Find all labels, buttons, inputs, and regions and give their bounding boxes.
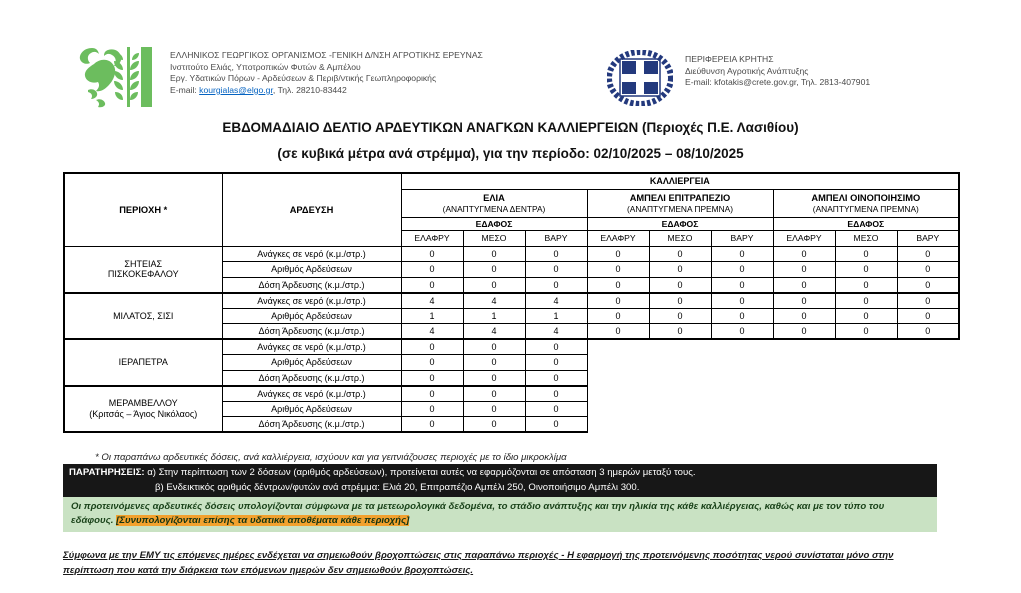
value-cell: 0 <box>897 262 959 278</box>
crop-name: ΕΛΙΑ <box>483 192 505 203</box>
value-cell: 0 <box>649 262 711 278</box>
empty-cell <box>897 339 959 355</box>
empty-cell <box>711 339 773 355</box>
irrigation-metric-label: Ανάγκες σε νερό (κ.μ./στρ.) <box>222 386 401 402</box>
org-right-contact: E-mail: kfotakis@crete.gov.gr, Τηλ. 2813-407901 <box>685 77 871 88</box>
region-name: ΜΕΡΑΜΒΕΛΛΟΥ (Κριτσάς – Άγιος Νικόλαος) <box>64 386 222 433</box>
value-cell: 0 <box>649 293 711 309</box>
value-cell: 0 <box>401 246 463 262</box>
value-cell: 0 <box>525 370 587 386</box>
phone-text: , Τηλ. 28210-83442 <box>272 84 347 95</box>
value-cell: 0 <box>773 293 835 309</box>
empty-cell <box>773 355 835 371</box>
value-cell: 0 <box>711 324 773 340</box>
irrigation-metric-label: Αριθμός Αρδεύσεων <box>222 308 401 324</box>
soil-type-header: ΜΕΣΟ <box>463 230 525 246</box>
value-cell: 0 <box>835 308 897 324</box>
value-cell: 4 <box>463 293 525 309</box>
value-cell: 4 <box>463 324 525 340</box>
highlighted-note: [Συνυπολογίζονται επίσης τα υδατικά αποθέματα κάθε περιοχής] <box>116 515 410 526</box>
value-cell: 0 <box>401 277 463 293</box>
empty-cell <box>587 386 649 402</box>
soil-type-header: ΒΑΡΥ <box>897 230 959 246</box>
table-row <box>64 386 959 402</box>
value-cell: 0 <box>835 246 897 262</box>
org-left-line3: Εργ. Υδατικών Πόρων - Αρδεύσεων & Περιβ/ντικής Γεωπληροφορικής <box>170 73 437 84</box>
value-cell: 0 <box>525 386 587 402</box>
value-cell: 0 <box>773 262 835 278</box>
value-cell: 0 <box>711 246 773 262</box>
soil-type-header: ΜΕΣΟ <box>649 230 711 246</box>
value-cell: 0 <box>463 262 525 278</box>
value-cell: 0 <box>401 355 463 371</box>
empty-cell <box>711 355 773 371</box>
value-cell: 0 <box>835 262 897 278</box>
empty-cell <box>835 417 897 433</box>
page-title <box>0 115 1021 167</box>
empty-cell <box>711 417 773 433</box>
empty-cell <box>897 370 959 386</box>
irrigation-metric-label: Δόση Άρδευσης (κ.μ./στρ.) <box>222 417 401 433</box>
soil-type-header: ΒΑΡΥ <box>525 230 587 246</box>
org-header-right <box>607 50 870 106</box>
crop-group-header-olive <box>401 189 587 217</box>
remark-line-b: β) Ενδεικτικός αριθμός δέντρων/φυτών ανά στρέμμα: Ελιά 20, Επιτραπέζιο Αμπέλι 250, Οινοποιήσιμο Αμπέλι 300. <box>155 481 640 493</box>
value-cell: 0 <box>463 277 525 293</box>
empty-cell <box>773 386 835 402</box>
email-label: E-mail: <box>170 84 200 95</box>
empty-cell <box>587 401 649 417</box>
value-cell: 1 <box>525 308 587 324</box>
value-cell: 0 <box>897 324 959 340</box>
region-of-crete-emblem-icon <box>607 50 673 106</box>
empty-cell <box>649 417 711 433</box>
value-cell: 0 <box>897 308 959 324</box>
value-cell: 0 <box>711 308 773 324</box>
empty-cell <box>649 370 711 386</box>
value-cell: 0 <box>587 324 649 340</box>
soil-type-header: ΜΕΣΟ <box>835 230 897 246</box>
table-body <box>64 246 959 432</box>
value-cell: 4 <box>525 293 587 309</box>
value-cell: 0 <box>587 277 649 293</box>
table-footnote: * Οι παραπάνω αρδευτικές δόσεις, ανά καλλιέργεια, ισχύουν και για γειτνιάζουσες περιοχές με το ίδιο μικροκλίμα <box>95 452 567 463</box>
empty-cell <box>773 370 835 386</box>
value-cell: 0 <box>711 262 773 278</box>
value-cell: 4 <box>401 293 463 309</box>
value-cell: 0 <box>897 293 959 309</box>
irrigation-metric-label: Ανάγκες σε νερό (κ.μ./στρ.) <box>222 339 401 355</box>
irrigation-metric-label: Δόση Άρδευσης (κ.μ./στρ.) <box>222 277 401 293</box>
empty-cell <box>649 386 711 402</box>
region-column-header: ΠΕΡΙΟΧΗ * <box>64 173 222 246</box>
remarks-label: ΠΑΡΑΤΗΡΗΣΕΙΣ: <box>69 467 145 478</box>
title-line2: (σε κυβικά μέτρα ανά στρέμμα), για την περίοδο: 02/10/2025 – 08/10/2025 <box>277 146 744 161</box>
methodology-text: Οι προτεινόμενες αρδευτικές δόσεις υπολογίζονται σύμφωνα με τα μετεωρολογικά δεδομένα, το στάδιο ανάπτυξης και την ηλικία της κάθε καλλιέργειας, καθώς και με τον τύπο του εδάφους. <box>71 501 885 526</box>
value-cell: 0 <box>587 308 649 324</box>
value-cell: 0 <box>525 246 587 262</box>
value-cell: 0 <box>835 277 897 293</box>
value-cell: 0 <box>525 417 587 433</box>
empty-cell <box>835 339 897 355</box>
empty-cell <box>835 401 897 417</box>
empty-cell <box>649 339 711 355</box>
irrigation-metric-label: Ανάγκες σε νερό (κ.μ./στρ.) <box>222 246 401 262</box>
weather-advisory-text: Σύμφωνα με την ΕΜΥ τις επόμενες ημέρες ενδέχεται να σημειωθούν βροχοπτώσεις στις παραπάνω περιοχές - Η εφαρμογή της προτεινόμενης ποσότητας νερού συνίσταται μόνο στην περίπτωση που κατά την διάρκεια των επόμενων ημερών δεν σημειωθούν βροχοπτώσεις. <box>63 550 894 576</box>
table-row <box>64 293 959 309</box>
value-cell: 0 <box>401 386 463 402</box>
value-cell: 4 <box>401 324 463 340</box>
value-cell: 0 <box>525 339 587 355</box>
table-row <box>64 339 959 355</box>
empty-cell <box>773 401 835 417</box>
region-name: ΙΕΡΑΠΕΤΡΑ <box>64 339 222 386</box>
value-cell: 0 <box>401 417 463 433</box>
empty-cell <box>773 417 835 433</box>
soil-type-header: ΕΛΑΦΡΥ <box>587 230 649 246</box>
value-cell: 0 <box>773 308 835 324</box>
value-cell: 0 <box>711 293 773 309</box>
value-cell: 0 <box>587 246 649 262</box>
irrigation-metric-label: Αριθμός Αρδεύσεων <box>222 401 401 417</box>
empty-cell <box>587 370 649 386</box>
org-right-line1: ΠΕΡΙΦΕΡΕΙΑ ΚΡΗΤΗΣ <box>685 54 774 64</box>
elgo-logo-icon <box>78 46 158 108</box>
empty-cell <box>897 355 959 371</box>
value-cell: 0 <box>463 370 525 386</box>
empty-cell <box>897 417 959 433</box>
value-cell: 0 <box>773 277 835 293</box>
region-name: ΜΙΛΑΤΟΣ, ΣΙΣΙ <box>64 293 222 340</box>
org-left-line1: ΕΛΛΗΝΙΚΟΣ ΓΕΩΡΓΙΚΟΣ ΟΡΓΑΝΙΣΜΟΣ -ΓΕΝΙΚΗ Δ/ΝΣΗ ΑΓΡΟΤΙΚΗΣ ΕΡΕΥΝΑΣ <box>170 50 483 60</box>
value-cell: 0 <box>897 277 959 293</box>
crop-subtitle: (ΑΝΑΠΤΥΓΜΕΝΑ ΔΕΝΤΡΑ) <box>442 203 546 214</box>
crop-name: ΑΜΠΕΛΙ ΕΠΙΤΡΑΠΕΖΙΟ <box>629 192 731 203</box>
empty-cell <box>649 401 711 417</box>
irrigation-metric-label: Δόση Άρδευσης (κ.μ./στρ.) <box>222 370 401 386</box>
empty-cell <box>649 355 711 371</box>
value-cell: 0 <box>649 277 711 293</box>
value-cell: 0 <box>587 293 649 309</box>
soil-type-header: ΒΑΡΥ <box>711 230 773 246</box>
crop-subtitle: (ΑΝΑΠΤΥΓΜΕΝΑ ΠΡΕΜΝΑ) <box>626 203 734 214</box>
value-cell: 0 <box>401 401 463 417</box>
org-right-line2: Διεύθυνση Αγροτικής Ανάπτυξης <box>685 65 809 76</box>
irrigation-table <box>63 172 960 433</box>
soil-header: ΕΔΑΦΟΣ <box>587 217 773 230</box>
value-cell: 0 <box>711 277 773 293</box>
value-cell: 0 <box>525 401 587 417</box>
empty-cell <box>711 401 773 417</box>
value-cell: 0 <box>649 324 711 340</box>
soil-type-header: ΕΛΑΦΡΥ <box>773 230 835 246</box>
value-cell: 0 <box>525 355 587 371</box>
value-cell: 1 <box>401 308 463 324</box>
empty-cell <box>587 417 649 433</box>
title-line1: ΕΒΔΟΜΑΔΙΑΙΟ ΔΕΛΤΙΟ ΑΡΔΕΥΤΙΚΩΝ ΑΝΑΓΚΩΝ ΚΑΛΛΙΕΡΓΕΙΩΝ (Περιοχές Π.Ε. Λασιθίου) <box>222 120 799 135</box>
table-row <box>64 246 959 262</box>
org-left-line2: Ινστιτούτο Ελιάς, Υποτροπικών Φυτών & Αμπέλου <box>170 61 361 72</box>
value-cell: 0 <box>773 324 835 340</box>
crop-group-header-table-grape <box>587 189 773 217</box>
value-cell: 0 <box>525 277 587 293</box>
value-cell: 0 <box>649 246 711 262</box>
value-cell: 0 <box>401 370 463 386</box>
soil-type-header: ΕΛΑΦΡΥ <box>401 230 463 246</box>
empty-cell <box>897 401 959 417</box>
empty-cell <box>835 370 897 386</box>
remarks-banner <box>63 464 937 498</box>
value-cell: 0 <box>897 246 959 262</box>
methodology-note <box>63 497 937 532</box>
soil-header: ΕΔΑΦΟΣ <box>401 217 587 230</box>
crop-subtitle: (ΑΝΑΠΤΥΓΜΕΝΑ ΠΡΕΜΝΑ) <box>812 203 919 214</box>
irrigation-metric-label: Δόση Άρδευσης (κ.μ./στρ.) <box>222 324 401 340</box>
value-cell: 0 <box>835 324 897 340</box>
value-cell: 1 <box>463 308 525 324</box>
value-cell: 0 <box>401 262 463 278</box>
weather-advisory <box>63 549 947 578</box>
crop-name: ΑΜΠΕΛΙ ΟΙΝΟΠΟΙΗΣΙΜΟ <box>811 192 921 203</box>
value-cell: 0 <box>835 293 897 309</box>
org-header-left <box>78 46 483 108</box>
value-cell: 0 <box>649 308 711 324</box>
irrigation-column-header: ΑΡΔΕΥΣΗ <box>222 173 401 246</box>
soil-header: ΕΔΑΦΟΣ <box>773 217 959 230</box>
value-cell: 0 <box>401 339 463 355</box>
value-cell: 0 <box>773 246 835 262</box>
empty-cell <box>897 386 959 402</box>
empty-cell <box>587 339 649 355</box>
org-left-contact <box>170 85 483 97</box>
remark-line-a <box>69 466 931 481</box>
value-cell: 0 <box>463 401 525 417</box>
value-cell: 0 <box>463 355 525 371</box>
value-cell: 0 <box>525 262 587 278</box>
empty-cell <box>711 386 773 402</box>
crops-header: ΚΑΛΛΙΕΡΓΕΙΑ <box>401 173 959 189</box>
remark-a-text: α) Στην περίπτωση των 2 δόσεων (αριθμός αρδεύσεων), προτείνεται αυτές να εφαρμόζονται σε απόσταση 3 ημερών μεταξύ τους. <box>147 467 696 478</box>
value-cell: 0 <box>463 386 525 402</box>
value-cell: 4 <box>525 324 587 340</box>
value-cell: 0 <box>587 262 649 278</box>
empty-cell <box>587 355 649 371</box>
irrigation-metric-label: Αριθμός Αρδεύσεων <box>222 355 401 371</box>
empty-cell <box>835 355 897 371</box>
email-link[interactable]: kourgialas@elgo.gr <box>199 84 273 95</box>
irrigation-metric-label: Ανάγκες σε νερό (κ.μ./στρ.) <box>222 293 401 309</box>
value-cell: 0 <box>463 246 525 262</box>
region-name: ΣΗΤΕΙΑΣ ΠΙΣΚΟΚΕΦΑΛΟΥ <box>64 246 222 293</box>
irrigation-metric-label: Αριθμός Αρδεύσεων <box>222 262 401 278</box>
empty-cell <box>835 386 897 402</box>
value-cell: 0 <box>463 417 525 433</box>
empty-cell <box>711 370 773 386</box>
crop-group-header-wine-grape <box>773 189 959 217</box>
value-cell: 0 <box>463 339 525 355</box>
empty-cell <box>773 339 835 355</box>
